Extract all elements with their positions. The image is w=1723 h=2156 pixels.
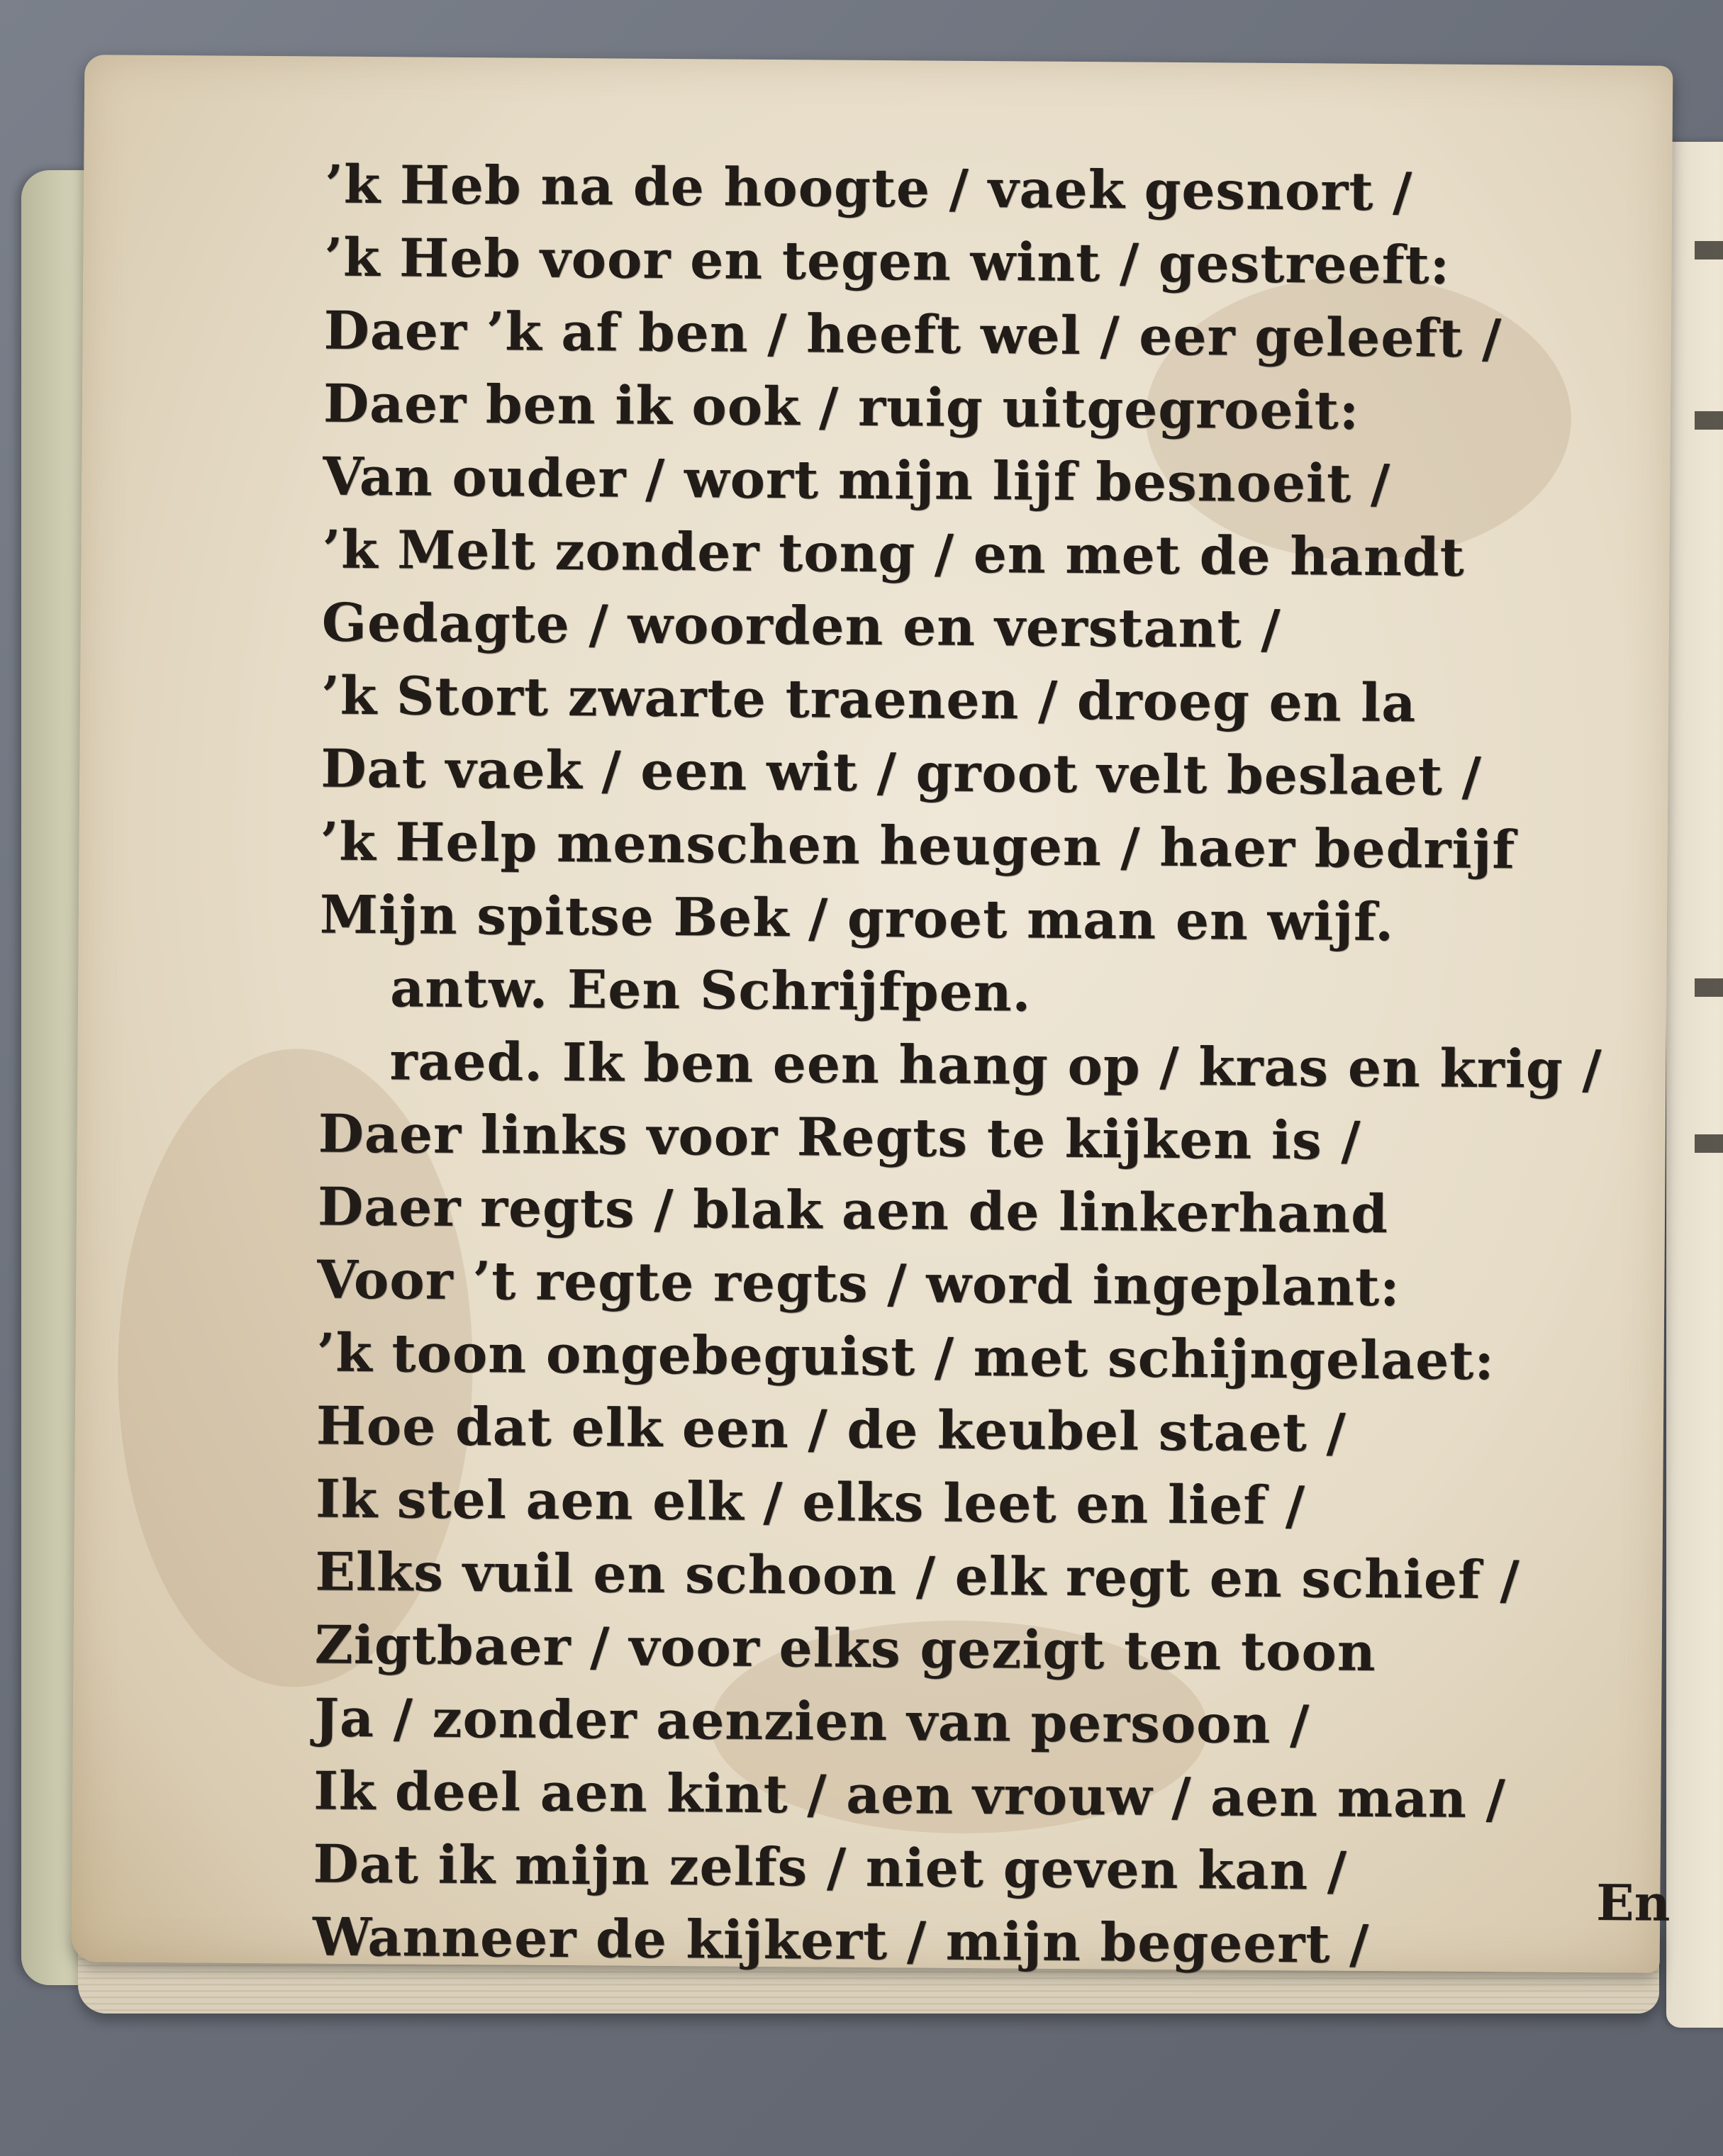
poem-line: Voor ’t regte regts / word ingeplant: [317,1249,1400,1319]
poem-line: Ja / zonder aenzien van persoon / [313,1687,1310,1756]
poem-line: ’k Heb na de hoogte / vaek gesnort / [324,154,1413,223]
poem-line: Wanneer de kijkert / mijn begeert / [312,1906,1370,1975]
poem-line: Ik deel aen kint / aen vrouw / aen man / [313,1760,1506,1831]
poem-line: Mijn spitse Bek / groet man en wijf. [319,884,1395,954]
poem-line: Daer ’k af ben / heeft wel / eer geleeft / [323,300,1502,370]
poem-line: ’k Heb voor en tegen wint / gestreeft: [324,227,1451,296]
poem-line: Daer links voor Regts te kijken is / [318,1103,1361,1172]
poem-line: ’k Stort zwarte traenen / droeg en la [320,665,1417,735]
poem-line: Ik stel aen elk / elks leet en lief / [315,1468,1306,1537]
poem-line: Daer regts / blak aen de linkerhand [317,1176,1389,1246]
poem-line: ’k Help menschen heugen / haer bedrijf [320,811,1516,881]
poem-line: Dat ik mijn zelfs / niet geven kan / [313,1833,1348,1902]
poem-line: ’k toon ongebeguist / met schijngelaet: [316,1322,1495,1392]
poem-line: Zigtbaer / voor elks gezigt ten toon [314,1614,1376,1683]
poem-text-block [313,149,1723,1984]
poem-line: Elks vuil en schoon / elk regt en schief / [315,1541,1520,1612]
book-page [72,55,1673,1973]
catchword: En [1595,1873,1671,1933]
poem-line: Van ouder / wort mijn lijf besnoeit / [322,446,1391,515]
poem-line: Daer ben ik ook / ruig uitgegroeit: [323,373,1360,442]
poem-line: ’k Melt zonder tong / en met de handt [322,519,1466,588]
riddle-answer-line: antw. Een Schrijfpen. [389,958,1032,1024]
poem-line: Hoe dat elk een / de keubel staet / [316,1395,1346,1464]
poem-line: Dat vaek / een wit / groot velt beslaet / [320,738,1482,808]
poem-line: Gedagte / woorden en verstant / [321,592,1281,661]
riddle-heading-line: raed. Ik ben een hang op / kras en krig / [389,1031,1602,1101]
